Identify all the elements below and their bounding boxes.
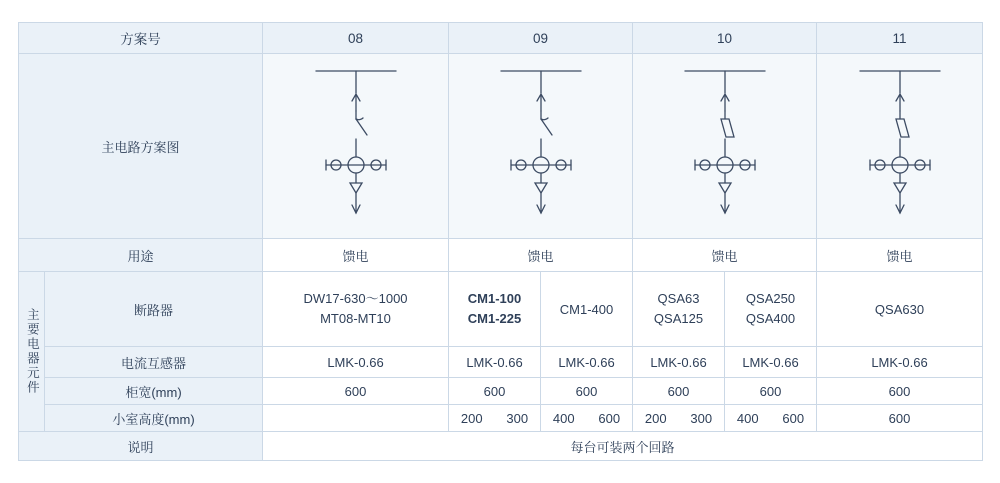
breaker-value-10b-line1: QSA250 — [745, 290, 796, 306]
height-row-label: 小室高度(mm) — [45, 405, 263, 432]
diagram-cell-10 — [633, 54, 817, 239]
header-scheme-08: 08 — [263, 23, 449, 54]
ct-row — [19, 347, 983, 378]
width-value-10b: 600 — [725, 378, 817, 405]
ct-value-08: LMK-0.66 — [263, 347, 449, 378]
breaker-row — [19, 272, 983, 347]
diagram-row-label: 主电路方案图 — [19, 54, 263, 239]
height-value-09b-1: 400 — [552, 410, 575, 426]
circuit-diagram-11 — [817, 54, 982, 238]
height-value-09b — [541, 405, 633, 432]
breaker-value-09a-line2: CM1-225 — [467, 311, 522, 326]
table-header-row — [19, 23, 983, 54]
height-row — [19, 405, 983, 432]
use-row-label: 用途 — [19, 239, 263, 272]
header-scheme-10: 10 — [633, 23, 817, 54]
main-components-side-label — [19, 272, 45, 432]
breaker-value-10a-line2: QSA125 — [653, 311, 704, 326]
ct-value-09b: LMK-0.66 — [541, 347, 633, 378]
width-row — [19, 378, 983, 405]
breaker-value-10a-line1: QSA63 — [657, 290, 700, 306]
height-value-09b-2: 600 — [598, 410, 621, 426]
circuit-diagram-10 — [633, 54, 816, 238]
width-value-08: 600 — [263, 378, 449, 405]
width-value-09a: 600 — [449, 378, 541, 405]
breaker-value-09a — [449, 272, 541, 347]
breaker-value-08-line1: DW17-630～1000 — [303, 290, 408, 306]
breaker-row-label: 断路器 — [45, 272, 263, 347]
header-scheme-09: 09 — [449, 23, 633, 54]
breaker-value-09b: CM1-400 — [541, 272, 633, 347]
breaker-value-08-line2: MT08-MT10 — [320, 311, 391, 326]
diagram-cell-09 — [449, 54, 633, 239]
width-value-11: 600 — [817, 378, 983, 405]
width-value-10a: 600 — [633, 378, 725, 405]
diagram-cell-11 — [817, 54, 983, 239]
ct-value-10a: LMK-0.66 — [633, 347, 725, 378]
breaker-value-10b — [725, 272, 817, 347]
note-row-label: 说明 — [19, 432, 263, 461]
breaker-value-08 — [263, 272, 449, 347]
ct-value-11: LMK-0.66 — [817, 347, 983, 378]
height-value-09a — [449, 405, 541, 432]
use-value-08: 馈电 — [263, 239, 449, 272]
height-value-08 — [263, 405, 449, 432]
header-row-label: 方案号 — [19, 23, 263, 54]
height-value-10b — [725, 405, 817, 432]
circuit-diagram-08 — [263, 54, 448, 238]
note-value: 每台可装两个回路 — [263, 432, 983, 461]
diagram-row — [19, 54, 983, 239]
use-value-11: 馈电 — [817, 239, 983, 272]
height-value-10b-1: 400 — [736, 410, 759, 426]
header-scheme-11: 11 — [817, 23, 983, 54]
ct-value-10b: LMK-0.66 — [725, 347, 817, 378]
ct-row-label: 电流互感器 — [45, 347, 263, 378]
use-row — [19, 239, 983, 272]
width-row-label: 柜宽(mm) — [45, 378, 263, 405]
height-value-10a-2: 300 — [690, 410, 713, 426]
scheme-table — [18, 22, 983, 461]
breaker-value-10b-line2: QSA400 — [745, 311, 796, 326]
use-value-10: 馈电 — [633, 239, 817, 272]
ct-value-09a: LMK-0.66 — [449, 347, 541, 378]
height-value-09a-2: 300 — [506, 410, 529, 426]
height-value-11: 600 — [817, 405, 983, 432]
height-value-10a-1: 200 — [644, 410, 667, 426]
width-value-09b: 600 — [541, 378, 633, 405]
use-value-09: 馈电 — [449, 239, 633, 272]
height-value-09a-1: 200 — [460, 410, 483, 426]
note-row — [19, 432, 983, 461]
height-value-10a — [633, 405, 725, 432]
main-components-side-text: 主要电器元件 — [25, 308, 40, 395]
circuit-diagram-09 — [449, 54, 632, 238]
breaker-value-09a-line1: CM1-100 — [467, 290, 522, 306]
breaker-value-10a — [633, 272, 725, 347]
breaker-value-11: QSA630 — [817, 272, 983, 347]
diagram-cell-08 — [263, 54, 449, 239]
height-value-10b-2: 600 — [782, 410, 805, 426]
